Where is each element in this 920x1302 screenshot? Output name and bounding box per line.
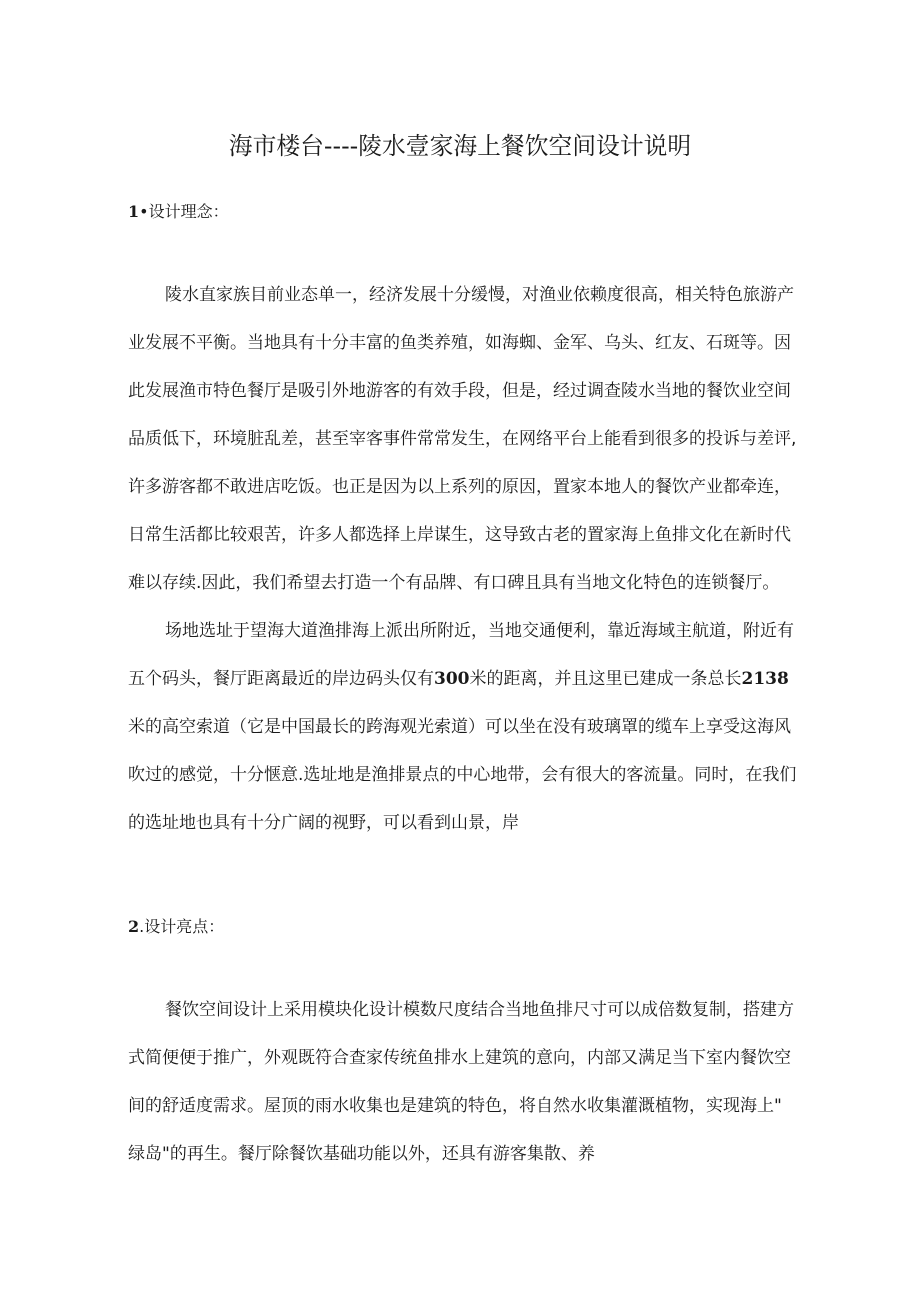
paragraph-line (128, 667, 789, 691)
paragraph-line: 业发展不平衡。当地具有十分丰富的鱼类养殖，如海蜘、金军、乌头、红友、石斑等。因 (128, 333, 791, 353)
line-text: 五个码头，餐厅距离最近的岸边码头仅有 (128, 669, 434, 689)
document-title: 海市楼台----陵水壹家海上餐饮空间设计说明 (228, 132, 692, 160)
length-number: 2138 (741, 669, 789, 689)
distance-number: 300 (434, 669, 470, 689)
paragraph-line: 的选址地也具有十分广阔的视野，可以看到山景，岸 (128, 813, 519, 833)
paragraph-line: 此发展渔市特色餐厅是吸引外地游客的有效手段，但是，经过调查陵水当地的餐饮业空间 (128, 381, 791, 401)
line-text: 米的距离，并且这里已建成一条总长 (469, 669, 742, 689)
section-heading-design-highlights (128, 915, 224, 939)
section-label: 设计理念： (148, 202, 229, 221)
paragraph-line: 吹过的感觉，十分惬意.选址地是渔排景点的中心地带，会有很大的客流量。同时，在我们 (128, 765, 797, 785)
paragraph-line: 陵水直家族目前业态单一，经济发展十分缓慢，对渔业依赖度很高，相关特色旅游产 (165, 285, 794, 305)
paragraph-line: 许多游客都不敢进店吃饭。也正是因为以上系列的原因，置家本地人的餐饮产业都牵连， (128, 477, 791, 497)
paragraph-line: 餐饮空间设计上采用模块化设计模数尺度结合当地鱼排尺寸可以成倍数复制，搭建方 (165, 1000, 794, 1020)
paragraph-line: 绿岛"的再生。餐厅除餐饮基础功能以外，还具有游客集散、养 (128, 1144, 595, 1164)
paragraph-line: 式简便便于推广，外观既符合查家传统鱼排水上建筑的意向，内部又满足当下室内餐饮空 (128, 1048, 791, 1068)
paragraph-line: 间的舒适度需求。屋顶的雨水收集也是建筑的特色，将自然水收集灌溉植物，实现海上" (128, 1096, 782, 1116)
paragraph-line: 米的高空索道（它是中国最长的跨海观光索道）可以坐在没有玻璃罩的缆车上享受这海风 (128, 717, 791, 737)
paragraph-line: 场地选址于望海大道渔排海上派出所附近，当地交通便利，靠近海域主航道，附近有 (165, 621, 794, 641)
paragraph-line: 日常生活都比较艰苦，许多人都选择上岸谋生，这导致古老的置家海上鱼排文化在新时代 (128, 525, 791, 545)
section-separator: . (139, 917, 145, 936)
section-number: 2 (128, 917, 140, 936)
section-label: 设计亮点： (144, 917, 225, 936)
section-separator: • (139, 202, 149, 221)
paragraph-line: 难以存续.因此，我们希望去打造一个有品牌、有口碑且具有当地文化特色的连锁餐厅。 (128, 573, 780, 593)
section-number: 1 (128, 202, 140, 221)
paragraph-line: 品质低下，环境脏乱差，甚至宰客事件常常发生，在网络平台上能看到很多的投诉与差评, (128, 429, 797, 449)
section-heading-design-concept (128, 200, 229, 224)
